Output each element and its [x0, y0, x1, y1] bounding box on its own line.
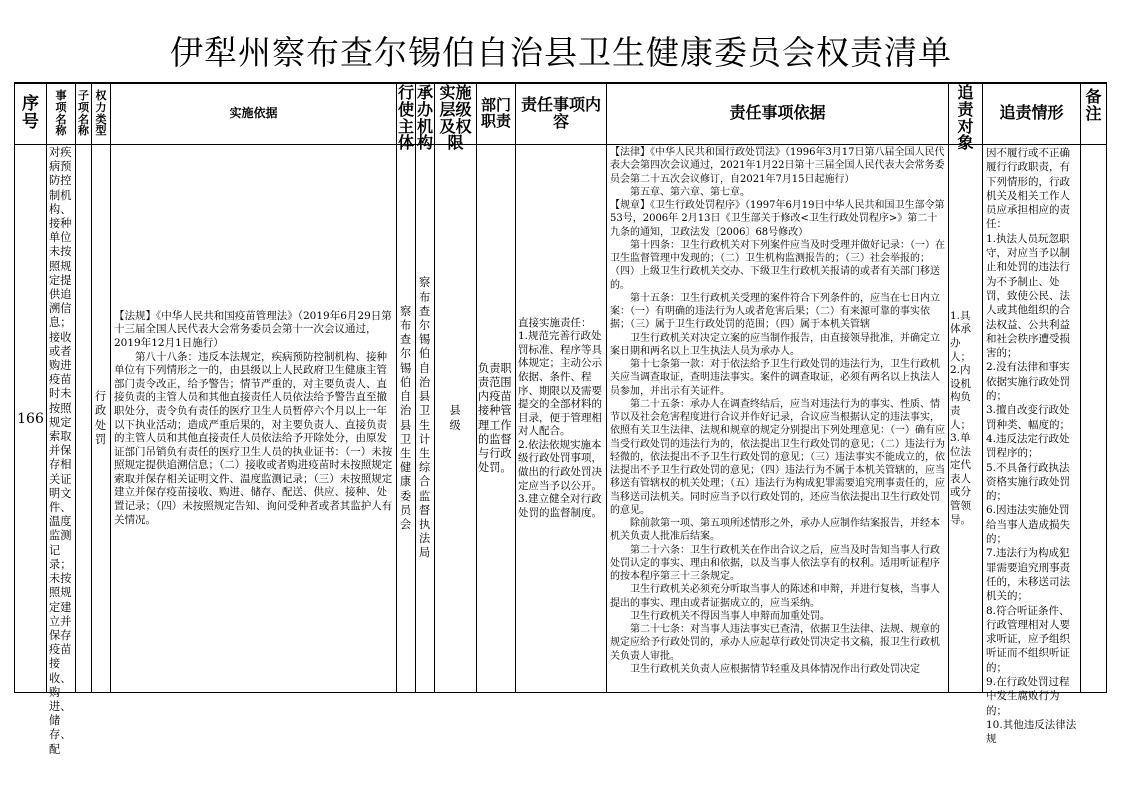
header-seq: 序号: [22, 93, 39, 132]
resp-basis-art27: 第二十七条：对当事人违法事实已查清，依据卫生法律、法规、规章的规定应给予行政处罚的，承办人应起草行政处罚决定书文稿，报卫生行政机关负责人审批。: [610, 624, 940, 662]
table-bottom-border: [14, 692, 1106, 693]
row-item-name: 对疾病预防控制机构、接种单位未按照规定提供追溯信息；接收或者购进疫苗时未按照规定索取并保存相关证明文件、温度监测记录；未按照规定建立并保存疫苗接收、购进、储存、配: [49, 146, 72, 756]
resp-basis-art26-b: 卫生行政机关必须充分听取当事人的陈述和申辩，并进行复核，当事人提出的事实、理由或者证据成立的，应当采纳。: [610, 584, 940, 609]
page-title: 伊犁州察布查尔锡伯自治县卫生健康委员会权责清单: [170, 33, 952, 72]
row-level: 县级: [449, 404, 461, 432]
resp-basis-art27-b: 卫生行政机关负责人应根据情节轻重及具体情况作出行政处罚决定: [630, 663, 920, 675]
row-account-obj: 1.具体承办人； 2.内设机构负责人； 3.单位法定代表人或分管领导。: [950, 309, 971, 526]
basis-regulation: 【法规】《中华人民共和国疫苗管理法》（2019年6月29日第十三届全国人民代表大会常务委员会第十一次会议通过，2019年12月1日施行）: [114, 309, 392, 349]
resp-basis-art15: 第十五条：卫生行政机关受理的案件符合下列条件的，应当在七日内立案：（一）有明确的违法行为人或者危害后果；（二）有来源可靠的事实依据；（三）属于卫生行政处罚的范围；（四）属于本机关管辖: [610, 292, 940, 331]
resp-basis-art17: 第十七条第一款：对于依法给予卫生行政处罚的违法行为，卫生行政机关应当调查取证，查明违法事实。案件的调查取证，必须有两名以上执法人员参加，并出示有关证件。: [610, 359, 940, 397]
basis-article: 第八十八条：违反本法规定，疾病预防控制机构、接种单位有下列情形之一的，由县级以上人民政府卫生健康主管部门责令改正，给予警告；情节严重的，对主要负责人、直接负责的主管人员和其他直接责任人员依法给予警告直至撤职处分，责令负有责任的医疗卫生人员暂停六个月以上一年以下执业活动；造成严重后果的，对主要负责人、直接负责的主管人员和其他直接责任人员依法给予开除处分，由原发证部门吊销负有责任的医疗卫生人员的执业证书：（一）未按照规定提供追溯信息；（二）接收或者购进疫苗时未按照规定索取并保存相关证明文件、温度监测记录；（三）未按照规定建立并保存疫苗接收、购进、储存、配送、供应、接种、处置记录；（四）未按照规定告知、询问受种者或者其监护人有关情况。: [114, 350, 393, 526]
row-seq: 166: [17, 410, 44, 427]
row-dept-duty: 负责职责范围内疫苗接种管理工作的监督与行政处罚。: [478, 361, 512, 475]
row-basis: [114, 310, 393, 528]
resp-basis-rule: 【规章】《卫生行政处罚程序》（1997年6月19日中华人民共和国卫生部令第53号，2006年 2月13日《卫生部关于修改<卫生行政处罚程序>》第二十九条的通知，卫政法发〔2006〕68号修改）: [610, 200, 945, 238]
header-dept-duty: 部门职责: [480, 95, 511, 130]
header-account-obj: 追责对象: [957, 83, 974, 153]
resp-basis-art25-b: 除前款第一项、第五项所述情形之外，承办人应制作结案报告，并经本机关负责人批准后结案。: [610, 518, 940, 543]
resp-basis-chapters: 第五章、第六章、第七章。: [630, 186, 750, 198]
header-subject: 行使主体: [398, 83, 415, 153]
resp-basis-art26: 第二十六条：卫生行政机关在作出合议之后，应当及时告知当事人行政处罚认定的事实、理由和依据，以及当事人依法享有的权利。适用听证程序的按本程序第三十三条规定。: [610, 544, 940, 582]
row-resp-content: 直接实施责任： 1.规范完善行政处罚标准、程序等具体规定；主动公示依据、条件、程序、期限以及需要提交的全部材料的目录，便于管理相对人配合。 2.依法依规实施本级行政处罚事项，做出的行政处罚决定应当予以公开。 3.建立健全对行政处罚的监督制度。: [518, 316, 602, 519]
resp-basis-art14: 第十四条：卫生行政机关对下列案件应当及时受理并做好记录：（一）在卫生监督管理中发现的；（二）卫生机构监测报告的；（三）社会举报的；（四）上级卫生行政机关交办、下级卫生行政机关报请的或者有关部门移送的。: [610, 239, 945, 291]
header-power-type: 权力类型: [95, 89, 107, 138]
resp-basis-art25: 第二十五条：承办人在调查终结后，应当对违法行为的事实、性质、情节以及社会危害程度进行合议并作好记录，合议应当根据认定的违法事实，依照有关卫生法律、法规和规章的规定分别提出下列处理意见：（一）确有应当受行政处罚的违法行为的，依法提出卫生行政处罚的意见；（二）违法行为轻微的，依法提出不予卫生行政处罚的意见；（三）违法事实不能成立的，依法提出不予卫生行政处罚的意见；（四）违法行为不属于本机关管辖的，应当移送有管辖权的机关处理；（五）违法行为构成犯罪需要追究刑事责任的，应当移送司法机关。同时应当予以行政处罚的，还应当依法提出卫生行政处罚的意见。: [610, 398, 945, 516]
header-level: 实施层级及权限: [439, 83, 472, 153]
header-account-case: 追责情形: [999, 103, 1064, 123]
resp-basis-law: 【法律】《中华人民共和国行政处罚法》（1996年3月17日第八届全国人民代表大会第四次会议通过，2021年1月22日第十三届全国人民代表大会常务委员会第二十五次会议修订，自2021年7月15日起施行）: [610, 147, 945, 185]
row-power-type: 行政处罚: [95, 390, 107, 446]
resp-basis-art15-b: 卫生行政机关对决定立案的应当制作报告，由直接领导批准，并确定立案日期和两名以上卫生执法人员为承办人。: [610, 332, 940, 357]
header-item-name: 事项名称: [55, 89, 67, 138]
row-account-case: 因不履行或不正确履行行政职责，有下列情形的，行政机关及相关工作人员应承担相应的责任： 1.执法人员玩忽职守，对应当予以制止和处罚的违法行为不予制止、处罚，致使公民、法人或其他组织的合法权益、公共利益和社会秩序遭受损害的； 2.没有法律和事实依据实施行政处罚的； 3.擅自改变行政处罚种类、幅度的； 4.违反法定行政处罚程序的； 5.不具备行政执法资格实施行政处罚的； 6.因违法实施处罚给当事人造成损失的； 7.违法行为构成犯罪需要追究刑事责任的，未移送司法机关的； 8.符合听证条件、行政管理相对人要求听证，应予组织听证而不组织听证的； 9.在行政处罚过程中发生腐败行为的； 10.其他违反法律法规: [986, 147, 1077, 746]
header-resp-basis: 责任事项依据: [729, 103, 826, 123]
col-border: [1106, 82, 1107, 693]
resp-basis-art26-c: 卫生行政机关不得因当事人申辩而加重处罚。: [630, 610, 830, 622]
header-sub-item-name: 子项名称: [78, 89, 89, 138]
header-resp-content: 责任事项内容: [520, 94, 601, 131]
row-resp-basis: [607, 145, 948, 692]
row-undertaking-org: 察布查尔锡伯自治县卫生计生综合监督执法局: [419, 276, 431, 560]
row-subject: 察布查尔锡伯自治县卫生健康委员会: [400, 304, 412, 531]
header-remark: 备注: [1085, 87, 1102, 123]
header-basis: 实施依据: [229, 106, 278, 121]
header-undertaking-org: 承办机构: [417, 83, 434, 153]
